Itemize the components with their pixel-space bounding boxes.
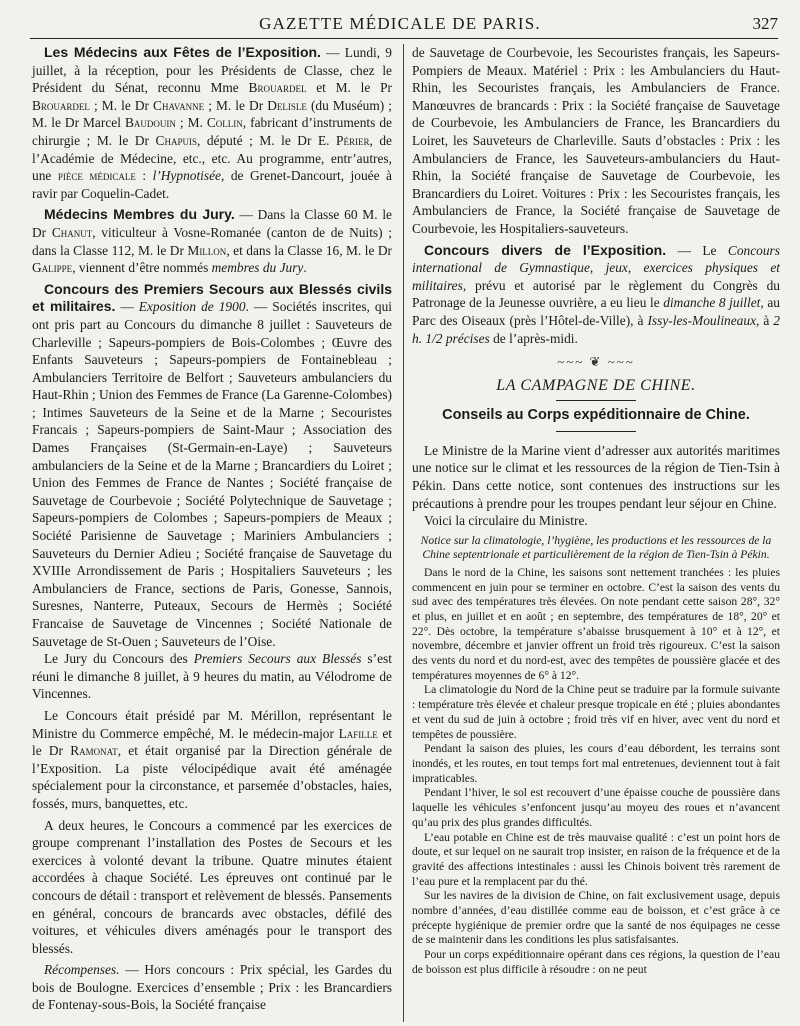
paragraph-exercices: A deux heures, le Concours a commencé par les exercices de groupe comprenant l’installation des Postes de Secours et les exercices à volonté devant la tribune. Quatre minutes étaient accordées à chaque Société. Les épreuves ont continué par le concours de détail : transport et relèvement de blessés. Pansements en général, concours de brancards avec obstacles, défilé des voitures, et véhicules divers aménagés pour le transport des blessés. [32,817,392,956]
notice-body [412,566,780,978]
short-rule [556,431,636,432]
notice-paragraph: Pendant l’hiver, le sol est recouvert d’une épaisse couche de poussière dans laquelle les véhicules s’enfoncent jusqu’au moyeu des roues et n’avancent qu’au prix des plus grandes difficultés. [412,786,780,829]
page-header [0,0,800,38]
ornament-divider: ~~~ ❦ ~~~ [557,354,635,370]
notice-paragraph: Dans le nord de la Chine, les saisons sont nettement tranchées : les pluies commencent en juin pour se terminer en octobre. C’est la saison des vents du sud avec des températures très élevées. On note pendant cette saison 28°, 32° et plus, en juillet et en août ; en septembre, des températures de 18°, 20° et 22°. Dès octobre, la température s’abaisse brusquement à 10° et à 12°, et novembre, décembre et janvier offrent un froid très rigoureux. C’est la saison des vents du nord et du nord-est, avec des tempêtes de poussière glacée et des températures moyennes de 6° à 12°. [412,565,780,682]
heading-jury: Médecins Membres du Jury. [44,206,235,223]
paragraph-presidence: Le Concours était présidé par M. Mérillon, représentant le Ministre du Commerce empêché, M. le médecin-major Lafille et le Dr Ramonat, et était organisé par la Direction générale de l’Exposition. La piste vélocipédique avait été aménagée spécialement pour la circonstance, et parsemée d’obstacles, haies, fossés, murs, banquettes, etc. [32,707,393,811]
paragraph-recompenses: Récompenses. — Hors concours : Prix spécial, les Gardes du bois de Boulogne. Exercices d’ensemble ; Prix : les Brancardiers de Fontenay-sous-Bois, la Société française [32,962,392,1013]
notice-paragraph: Pour un corps expéditionnaire opérant dans ces régions, la question de l’eau de boisson est plus difficile à résoudre : on ne peut [412,948,780,976]
article-circulaire: Voici la circulaire du Ministre. [424,513,588,529]
paragraph-jury: Médecins Membres du Jury. — Dans la Classe 60 M. le Dr Chanut, viticulteur à Vosne-Romanée (canton de de Nuits) ; dans la Classe 112, M. le Dr Millon, et dans la Classe 16, M. le Dr Galippe, viennent d’être nommés membres du Jury. [32,206,393,276]
left-column [32,44,392,1014]
header-rule [30,38,778,39]
paragraph-recompenses-cont: de Sauvetage de Courbevoie, les Secouristes français, les Sapeurs-Pompiers de Meaux. Matériel : Prix : les Ambulanciers du Haut-Rhin, les Secouristes français, les Ambulanciers de France. Manœuvres de brancards : Prix : la Société française de Sauvetage de Courbevoie, les Ambulanciers de France, les Brancardiers du Loiret, les Sauveteurs de Charleville. Sauts d’obstacles : Prix : les Ambulanciers de France, les Sauveteurs-ambulanciers du Haut-Rhin, la Société française de Sauvetage de Courbevoie, les Brancardiers du Loiret. Voitures : Prix : les Secouristes français, les Ambulanciers de France, la Société française de Sauvetage de Courbevoie, les Hospitaliers-sauveteurs. [412,45,780,236]
paragraph-jury-reuni: Le Jury du Concours des Premiers Secours aux Blessés s’est réuni le dimanche 8 juillet, à 9 heures du matin, au Vélodrome de Vincennes. [32,651,392,702]
heading-concours: Concours des Premiers Secours aux Blessés civils et militaires. [32,280,392,315]
paragraph-fetes: Les Médecins aux Fêtes de l’Exposition. — Lundi, 9 juillet, à la réception, pour les Présidents de Classe, chez le Président du Sénat, reconnu Mme Brouardel et M. le Pr Brouardel ; M. le Dr Chavanne ; M. le Dr Delisle (du Muséum) ; M. le Dr Marcel Baudouin ; M. Collin, fabricant d’instruments de chirurgie ; M. le Dr Chapuis, député ; M. le Dr E. Périer, de l’Académie de Médecine, etc., etc. Au programme, entr’autres, une pièce médicale : l’Hypnotisée, de Grenet-Dancourt, jouée à ravir par Coquelin-Cadet. [32,44,392,201]
notice-paragraph: La climatologie du Nord de la Chine peut se traduire par la formule suivante : température très élevée et chaleur presque tropicale en été ; pluies abondantes et vent du sud de juin à octobre ; froid très vif en hiver, avec vent du nord et tempêtes de poussière. [412,683,780,741]
paragraph-concours-divers: Concours divers de l’Exposition. — Le Concours international de Gymnastique, jeux, exercices physiques et militaires, prévu et autorisé par le règlement du Congrès du Patronage de la Jeunesse ouvrière, a eu lieu le dimanche 8 juillet, au Parc des Oiseaux (près l’Hôtel-de-Ville), à Issy-les-Moulineaux, à 2 h. 1/2 précises de l’après-midi. [412,241,780,346]
section-title: LA CAMPAGNE DE CHINE. [496,376,696,394]
article-title: Conseils au Corps expéditionnaire de Chine. [442,407,750,424]
short-rule [556,400,636,401]
notice-paragraph: Sur les navires de la division de Chine, on fait exclusivement usage, depuis nombre d’années, d’eau distillée comme eau de boisson, et c’est grâce à ce précepte hygiénique de premier ordre que la santé de nos équipages ne cesse de se maintenir dans les conditions les plus satisfaisantes. [412,889,780,947]
page-number: 327 [752,14,778,33]
notice-title: Notice sur la climatologie, l’hygiène, les productions et les ressources de la Chine septentrionale et particulièrement de la région de Tien-Tsin à Pékin. [420,533,772,561]
heading-concours-divers: Concours divers de l’Exposition. [424,241,667,258]
article-intro: Le Ministre de la Marine vient d’adresser aux autorités maritimes une notice sur le climat et les ressources de la région de Tien-Tsin à Pékin. Dans cette notice, sont contenues des instructions sur les précautions à prendre pour les troupes pendant leur séjour en Chine. [412,442,780,511]
right-column [412,44,780,978]
notice-paragraph: Pendant la saison des pluies, les cours d’eau débordent, les terrains sont inondés, et les routes, en tout temps fort mal entretenues, deviennent tout à fait impraticables. [412,742,780,785]
notice-paragraph: L’eau potable en Chine est de très mauvaise qualité : c’est un point hors de doute, et sur lequel on ne saurait trop insister, en raison de la fréquence et de la gravité des affections intestinales : aussi les Chinois boivent très rarement de l’eau pure et la remplacent par du thé. [412,830,780,888]
paragraph-concours: Concours des Premiers Secours aux Blessés civils et militaires. — Exposition de 1900. — Sociétés inscrites, qui ont pris part au Concours du dimanche 8 juillet : Sauveteurs de Charleville ; Sapeurs-pompiers de Bois-Colombes ; Œuvre des Enfants Sauveteurs ; Sapeurs-pompiers de Fontainebleau ; Ambulanciers Territoire de Belfort ; Sauveteurs ambulanciers du Haut-Rhin ; Union des Femmes de France (La Garenne-Colombes) ; Intimes Sauveteurs de la Seine et de la Marne ; Secouristes Francais ; Sapeurs-pompiers de Saint-Maur ; Association des Dames Françaises (St-Germain-en-Laye) ; Sauveteurs ambulanciers de la Seine et de la Marne ; Brancardiers du Loiret ; Union des Femmes de France de Nantes ; Société française de Sauvetage de Courbevoie ; Société Polytechnique de Sauvetage ; Sapeurs-pompiers de Colombes ; Sapeurs-pompiers de Meaux ; Société Parisienne de Sauvetage ; Mariniers Ambulanciers ; Sauveteurs du Dernier Adieu ; Société française de Sauvetage du XVIIIe Arrondissement de Paris ; Hospitaliers Sauveteurs ; les Ambulanciers de France, sections de Paris, Gonesse, Sannois, Suresnes, Nanterre, Puteaux, Secours de Hermès ; Société Francaise de Sauvetage de Vincennes ; Société Nationale de Sauvetage de St-Ouen ; Sauveteurs de l’Oise. [32,280,392,649]
journal-title: GAZETTE MÉDICALE DE PARIS. [259,14,541,33]
column-divider [403,44,404,1022]
heading-fetes: Les Médecins aux Fêtes de l’Exposition. [44,44,321,60]
